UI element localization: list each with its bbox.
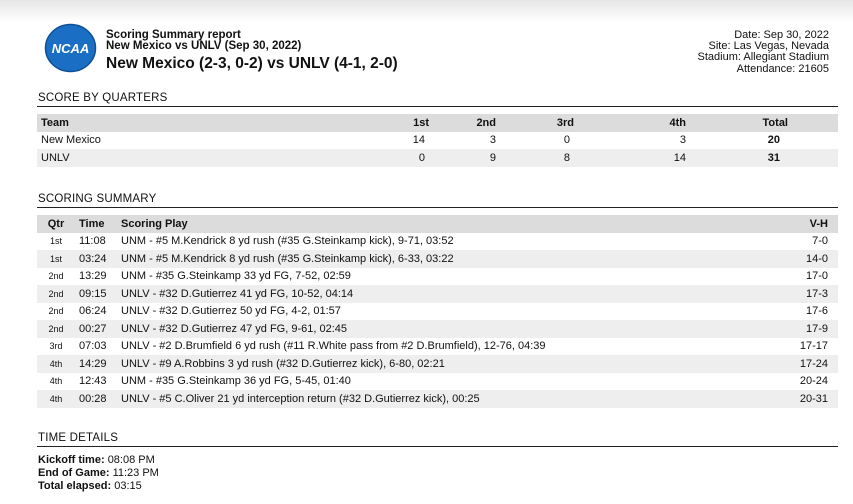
scoring-play-cell: UNLV - #5 C.Oliver 21 yd interception return (#32 D.Gutierrez kick), 00:25 [117,390,758,408]
time-cell: 03:24 [75,250,117,268]
quarter-cell: 4th [37,390,75,408]
kickoff-value: 08:08 PM [107,454,155,466]
quarter-cell: 4th [37,355,75,373]
scoring-summary-table [37,215,838,408]
time-details-title: TIME DETAILS [38,432,119,444]
section-divider [37,106,838,107]
time-details [38,454,159,493]
score-vh-cell: 17-0 [805,270,828,283]
table-row [37,338,838,356]
score-vh-cell: 7-0 [812,235,828,248]
column-header: Team [37,114,315,132]
scoring-play-cell: UNLV - #9 A.Robbins 3 yd rush (#32 D.Gutierrez kick), 6-80, 02:21 [117,355,758,373]
total-cell: 31 [690,149,838,167]
score-vh-cell: 17-24 [758,355,838,373]
column-header: Time [75,215,117,233]
end-label: End of Game: [38,467,110,479]
table-row [37,149,838,167]
time-cell: 12:43 [79,375,107,388]
table-row [37,303,838,321]
column-header: 3rd [500,114,630,132]
quarter-cell: 4th [49,376,63,387]
score-by-quarters-title: SCORE BY QUARTERS [38,92,168,104]
elapsed-value: 03:15 [114,480,142,492]
quarter-cell: 2nd [48,306,64,317]
elapsed-label: Total elapsed: [38,480,112,492]
team-name: UNLV [37,149,315,167]
ncaa-logo [44,23,97,73]
team-name: New Mexico [41,134,101,147]
column-header: Qtr [37,215,75,233]
score-vh-cell: 17-17 [799,340,828,353]
time-cell: 13:29 [79,270,107,283]
quarter-cell: 2nd [48,271,64,282]
quarter-cell: 2nd [37,285,75,303]
game-attendance: Attendance: 21605 [736,62,829,75]
score-cell: 3 [489,134,496,147]
column-header: V-H [758,215,838,233]
scoring-play-cell: UNLV - #32 D.Gutierrez 47 yd FG, 9-61, 02:45 [117,320,758,338]
total-cell: 20 [767,134,780,147]
quarter-cell: 1st [49,236,62,247]
kickoff-label: Kickoff time: [38,454,105,466]
game-info [698,30,829,75]
section-divider [37,446,838,447]
quarter-cell: 2nd [37,320,75,338]
time-cell: 14:29 [75,355,117,373]
score-cell: 14 [630,149,690,167]
score-cell: 9 [445,149,500,167]
score-cell: 8 [500,149,630,167]
quarter-cell: 3rd [49,341,63,352]
top-shade [0,0,853,22]
scoring-play-cell: UNLV - #2 D.Brumfield 6 yd rush (#11 R.White pass from #2 D.Brumfield), 12-76, 04:39 [121,340,546,353]
score-vh-cell: 17-3 [758,285,838,303]
time-cell: 00:28 [75,390,117,408]
table-row [37,355,838,373]
table-row [37,373,838,391]
scoring-play-cell: UNLV - #32 D.Gutierrez 41 yd FG, 10-52, 04:14 [117,285,758,303]
table-row [37,268,838,286]
table-row [37,320,838,338]
end-value: 11:23 PM [112,467,159,479]
score-by-quarters-table [37,114,838,167]
scoring-play-cell: UNM - #5 M.Kendrick 8 yd rush (#35 G.Steinkamp kick), 6-33, 03:22 [117,250,758,268]
table-row [37,233,838,251]
time-cell: 06:24 [79,305,107,318]
table-row [37,390,838,408]
matchup-title: New Mexico (2-3, 0-2) vs UNLV (4-1, 2-0) [106,55,398,72]
total-elapsed [38,480,159,493]
section-divider [37,207,838,208]
scoring-play-cell: UNLV - #32 D.Gutierrez 50 yd FG, 4-2, 01:57 [121,305,341,318]
score-vh-cell: 20-31 [758,390,838,408]
end-of-game [38,467,159,480]
report-header [106,30,398,73]
time-cell: 07:03 [79,340,107,353]
logo-text: NCAA [51,41,90,56]
table-header-row [37,215,838,233]
scoring-play-cell: UNM - #35 G.Steinkamp 36 yd FG, 5-45, 01:40 [121,375,351,388]
game-date: Date: Sep 30, 2022 [734,29,829,41]
table-row [37,285,838,303]
time-cell: 00:27 [75,320,117,338]
time-cell: 09:15 [75,285,117,303]
time-cell: 11:08 [79,235,106,248]
column-header: Scoring Play [117,215,758,233]
report-title: Scoring Summary report [106,29,241,41]
score-cell: 14 [412,134,425,147]
scoring-play-cell: UNM - #35 G.Steinkamp 33 yd FG, 7-52, 02:59 [121,270,351,283]
quarter-cell: 1st [37,250,75,268]
kickoff-time [38,454,159,467]
game-site: Site: Las Vegas, Nevada [708,40,829,53]
table-header-row [37,114,838,132]
game-line: New Mexico vs UNLV (Sep 30, 2022) [106,40,302,52]
score-vh-cell: 17-6 [805,305,828,318]
score-cell: 0 [315,149,445,167]
score-vh-cell: 17-9 [758,320,838,338]
score-cell: 0 [563,134,570,147]
column-header: 2nd [445,114,500,132]
column-header: 4th [630,114,690,132]
table-row [37,250,838,268]
column-header: Total [690,114,838,132]
scoring-summary-title: SCORING SUMMARY [38,193,157,205]
scoring-play-cell: UNM - #5 M.Kendrick 8 yd rush (#35 G.Steinkamp kick), 9-71, 03:52 [121,235,454,248]
game-stadium: Stadium: Allegiant Stadium [697,51,829,64]
score-vh-cell: 20-24 [799,375,828,388]
score-cell: 3 [679,134,686,147]
table-row [37,132,838,150]
score-vh-cell: 14-0 [758,250,838,268]
column-header: 1st [315,114,445,132]
